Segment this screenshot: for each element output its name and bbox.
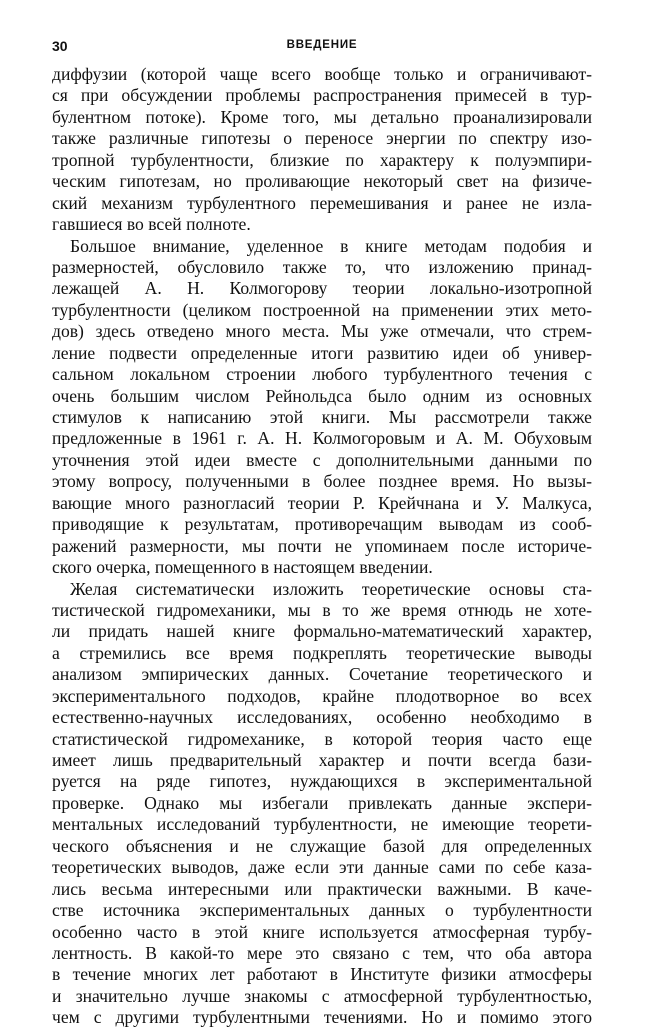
text-line: диффузии (которой чаще всего вообще только и ограничивают- [52, 64, 592, 84]
text-line: особенно часто в этой книге используется атмосферная турбу- [52, 921, 592, 942]
page-header [52, 38, 592, 64]
text-line: булентном потоке). Кроме того, мы детально проанализировали [52, 106, 592, 127]
book-page [52, 38, 592, 1029]
text-line: Большое внимание, уделенное в книге методам подобия и [70, 235, 592, 256]
running-head: ВВЕДЕНИЕ [286, 39, 358, 51]
text-line: приводящие к результатам, противоречащим выводам из сооб- [52, 514, 592, 535]
page-number: 30 [52, 38, 68, 54]
text-line: а стремились все время подкреплять теоретические выводы [52, 642, 592, 663]
text-line: стимулов к написанию этой книги. Мы рассмотрели также [52, 407, 592, 427]
text-line: сальном локальном строении любого турбулентного течения с [52, 364, 592, 385]
text-line: лентность. В какой-то мере это связано с тем, что оба автора [52, 942, 592, 963]
text-line: турбулентности (целиком построенной на применении этих мето- [52, 299, 592, 320]
text-line: в течение многих лет работают в Институте физики атмосферы [52, 964, 592, 985]
text-line: ление подвести определенные итоги развитию идеи об универ- [52, 342, 592, 363]
text-line: вающие много разногласий теории Р. Крейчнана и У. Малкуса, [52, 492, 592, 513]
text-line: анализом эмпирических данных. Сочетание теоретического и [52, 664, 592, 685]
text-line: ческим гипотезам, но проливающие некоторый свет на физиче- [52, 171, 592, 192]
text-line: Желая систематически изложить теоретические основы ста- [70, 578, 592, 599]
text-line: лежащей А. Н. Колмогорову теории локально-изотропной [52, 278, 592, 299]
text-line: ся при обсуждении проблемы распространения примесей в тур- [52, 85, 592, 106]
text-line: уточнения этой идеи вместе с дополнительными данными по [52, 449, 592, 470]
text-line: дов) здесь отведено много места. Мы уже отмечали, что стрем- [52, 321, 592, 342]
text-line: также различные гипотезы о переносе энергии по спектру изо- [52, 128, 592, 149]
text-line: стве источника экспериментальных данных о турбулентности [52, 900, 592, 921]
text-line: проверке. Однако мы избегали привлекать данные экспери- [52, 792, 592, 813]
paragraph [52, 236, 592, 579]
text-line: теоретических выводов, даже если эти данные сами по себе каза- [52, 857, 592, 878]
text-line: очень большим числом Рейнольдса было одним из основных [52, 385, 592, 406]
text-line: и значительно лучше знакомы с атмосферной турбулентностью, [52, 985, 592, 1006]
text-line: ский механизм турбулентного перемешивания и ранее не изла- [52, 192, 592, 213]
paragraph [52, 64, 592, 236]
text-line: естественно-научных исследованиях, особенно необходимо в [52, 707, 592, 728]
text-line: чем с другими турбулентными течениями. Но и помимо этого [52, 1007, 592, 1028]
text-line: экспериментального подходов, крайне плодотворное во всех [52, 685, 592, 706]
paragraph [52, 579, 592, 1029]
text-line: статистической гидромеханике, в которой теория часто еще [52, 728, 592, 749]
text-line: предложенные в 1961 г. А. Н. Колмогоровым и А. М. Обуховым [52, 428, 592, 449]
text-line: гавшиеся во всей полноте. [52, 214, 251, 235]
text-line: имеет лишь предварительный характер и почти всегда бази- [52, 750, 592, 770]
body-text [52, 64, 592, 1029]
text-line: тропной турбулентности, близкие по характеру к полуэмпири- [52, 149, 592, 170]
text-line: ражений размерности, мы почти не упоминаем после историче- [52, 535, 592, 556]
text-line: ческого объяснения и не служащие базой для определенных [52, 835, 592, 856]
text-line: этому вопросу, полученными в более позднее время. Но вызы- [52, 471, 592, 492]
text-line: ментальных исследований турбулентности, не имеющие теорети- [52, 814, 592, 835]
text-line: лись весьма интересными или практически важными. В каче- [52, 878, 592, 899]
text-line: ского очерка, помещенного в настоящем введении. [52, 557, 433, 578]
text-line: ли придать нашей книге формально-математический характер, [52, 621, 592, 642]
text-line: размерностей, обусловило также то, что изложению принад- [52, 256, 592, 277]
text-line: руется на ряде гипотез, нуждающихся в экспериментальной [52, 771, 592, 792]
text-line: тистической гидромеханики, мы в то же время отнюдь не хоте- [52, 599, 592, 620]
